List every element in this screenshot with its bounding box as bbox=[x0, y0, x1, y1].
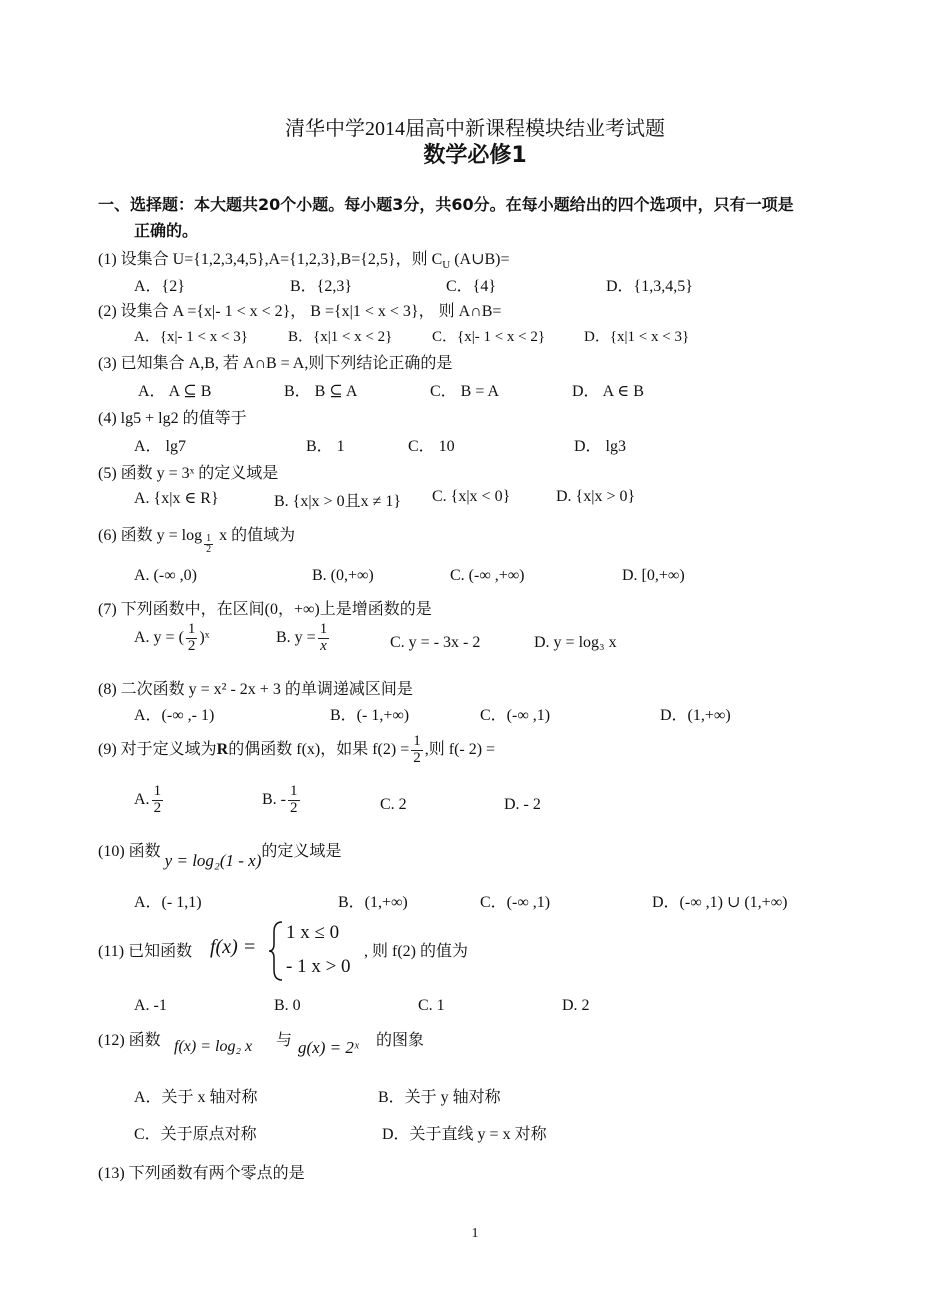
q6-tail: x 的值域为 bbox=[219, 527, 296, 544]
q1-option-b: B．{2,3} bbox=[290, 278, 353, 295]
q9-b-label: B. - bbox=[262, 790, 286, 808]
q1-sub: U bbox=[442, 259, 451, 272]
q7-a-den: 2 bbox=[187, 637, 196, 654]
q1-option-c: C．{4} bbox=[446, 278, 497, 295]
question-10 bbox=[98, 838, 342, 870]
question-5: (5) 函数 y = 3ˣ 的定义域是 bbox=[98, 465, 279, 482]
exam-subtitle: 数学必修1 bbox=[423, 143, 527, 168]
q9-option-c: C. 2 bbox=[380, 796, 407, 813]
q5-option-d: D. {x|x > 0} bbox=[556, 488, 636, 505]
q9-b-num: 1 bbox=[290, 783, 298, 799]
question-3: (3) 已知集合 A,B, 若 A∩B = A,则下列结论正确的是 bbox=[98, 355, 453, 372]
section-heading-cont: 正确的。 bbox=[134, 221, 199, 240]
q4-option-c: C． 10 bbox=[408, 438, 455, 455]
q7-b-frac bbox=[318, 622, 330, 655]
q12-option-b: B．关于 y 轴对称 bbox=[378, 1089, 501, 1106]
q1-tail: (A∪B)= bbox=[450, 251, 510, 268]
q12-f: f(x) = log₂ x bbox=[174, 1038, 253, 1055]
q9-a-label: A. bbox=[134, 790, 150, 808]
q6-base-den: 2 bbox=[206, 544, 212, 555]
q11-case-1: 1 x ≤ 0 bbox=[286, 922, 340, 943]
q7-a-frac bbox=[186, 622, 198, 655]
q6-base-num: 1 bbox=[206, 532, 212, 544]
q4-option-b: B． 1 bbox=[306, 438, 345, 455]
q9-b-den: 2 bbox=[290, 799, 298, 816]
q10-option-a: A．(- 1,1) bbox=[134, 894, 202, 911]
q6-option-c: C. (-∞ ,+∞) bbox=[450, 567, 525, 584]
q9-stem-a: (9) 对于定义域为 bbox=[98, 740, 217, 758]
q11-tail: , 则 f(2) 的值为 bbox=[364, 943, 468, 960]
q3-option-a: A． A ⊆ B bbox=[138, 383, 212, 400]
question-2: (2) 设集合 A ={x|- 1 < x < 2}， B ={x|1 < x < 3}， 则 A∩B= bbox=[98, 303, 502, 320]
q12-and: 与 bbox=[276, 1032, 293, 1049]
question-4: (4) lg5 + lg2 的值等于 bbox=[98, 410, 247, 427]
q9-den: 2 bbox=[413, 749, 421, 766]
q9-stem-b: 的偶函数 f(x)，如果 f(2) = bbox=[228, 740, 410, 758]
q9-stem-bold: R bbox=[216, 740, 229, 758]
q5-option-a: A. {x|x ∈ R} bbox=[134, 490, 219, 507]
section-heading: 一、选择题：本大题共20个小题。每小题3分，共60分。在每小题给出的四个选项中，只有一项是 bbox=[98, 195, 794, 214]
question-6 bbox=[98, 522, 295, 556]
q8-option-a: A．(-∞ ,- 1) bbox=[134, 707, 215, 724]
q4-option-a: A． lg7 bbox=[134, 438, 187, 455]
q7-a-post: )ˣ bbox=[199, 628, 210, 646]
q1-option-d: D．{1,3,4,5} bbox=[606, 278, 693, 295]
q2-option-d: D．{x|1 < x < 3} bbox=[584, 329, 690, 345]
q11-option-c: C. 1 bbox=[418, 997, 445, 1014]
q11-fx: f(x) = bbox=[210, 936, 257, 958]
q7-b-den: x bbox=[320, 637, 327, 654]
q2-option-c: C．{x|- 1 < x < 2} bbox=[432, 329, 546, 345]
q10-option-d: D．(-∞ ,1) ∪ (1,+∞) bbox=[652, 894, 788, 911]
q7-b-pre: B. y = bbox=[276, 628, 316, 646]
question-7: (7) 下列函数中，在区间(0，+∞)上是增函数的是 bbox=[98, 601, 432, 618]
q8-option-c: C．(-∞ ,1) bbox=[480, 707, 551, 724]
q11-case-2: - 1 x > 0 bbox=[286, 956, 351, 977]
q1-option-a: A．{2} bbox=[134, 278, 185, 295]
q12-option-d: D．关于直线 y = x 对称 bbox=[382, 1126, 547, 1143]
q9-option-a bbox=[134, 784, 165, 817]
q8-option-b: B．(- 1,+∞) bbox=[330, 707, 410, 724]
q1-stem: (1) 设集合 U={1,2,3,4,5},A={1,2,3},B={2,5}，则 C bbox=[98, 251, 443, 268]
q9-a-num: 1 bbox=[153, 783, 162, 799]
q9-stem-c: ,则 f(- 2) = bbox=[424, 740, 496, 758]
q7-option-d: D. y = log₃ x bbox=[534, 634, 617, 651]
q7-a-pre: A. y = ( bbox=[134, 628, 184, 646]
q2-option-a: A．{x|- 1 < x < 3} bbox=[134, 329, 248, 345]
q10-stem-c: 的定义域是 bbox=[261, 843, 342, 860]
question-8: (8) 二次函数 y = x² - 2x + 3 的单调递减区间是 bbox=[98, 681, 413, 698]
q7-option-b bbox=[276, 622, 331, 655]
q11-brace bbox=[268, 920, 284, 982]
q11-option-d: D. 2 bbox=[562, 997, 590, 1014]
exam-title: 清华中学2014届高中新课程模块结业考试题 bbox=[285, 118, 665, 140]
q10-option-b: B．(1,+∞) bbox=[338, 894, 408, 911]
q9-option-d: D. - 2 bbox=[504, 796, 541, 813]
q6-stem: (6) 函数 y = log bbox=[98, 527, 203, 544]
q8-option-d: D．(1,+∞) bbox=[660, 707, 731, 724]
q9-a-den: 2 bbox=[153, 799, 162, 816]
q12-g: g(x) = 2ˣ bbox=[298, 1038, 359, 1057]
q2-option-b: B．{x|1 < x < 2} bbox=[288, 329, 393, 345]
q11-option-b: B. 0 bbox=[274, 997, 301, 1014]
question-9 bbox=[98, 734, 495, 767]
question-12-label: (12) 函数 bbox=[98, 1032, 161, 1049]
q9-a-frac bbox=[152, 784, 164, 817]
q9-b-frac bbox=[288, 784, 300, 817]
q3-option-d: D． A ∈ B bbox=[572, 383, 644, 400]
question-11-label: (11) 已知函数 bbox=[98, 943, 193, 960]
q11-option-a: A. -1 bbox=[134, 997, 167, 1014]
q7-b-num: 1 bbox=[319, 621, 328, 637]
q12-tail: 的图象 bbox=[376, 1032, 425, 1049]
q5-option-b: B. {x|x > 0且x ≠ 1} bbox=[274, 493, 402, 510]
q7-option-c: C. y = - 3x - 2 bbox=[390, 634, 481, 651]
q10-stem-a: (10) 函数 bbox=[98, 843, 161, 860]
q3-option-c: C． B = A bbox=[430, 383, 500, 400]
question-13: (13) 下列函数有两个零点的是 bbox=[98, 1165, 305, 1182]
q6-option-b: B. (0,+∞) bbox=[312, 567, 374, 584]
q9-num: 1 bbox=[413, 733, 421, 749]
q9-stem-frac bbox=[411, 734, 423, 767]
q6-option-d: D. [0,+∞) bbox=[622, 567, 685, 584]
q4-option-d: D． lg3 bbox=[574, 438, 627, 455]
q10-option-c: C．(-∞ ,1) bbox=[480, 894, 551, 911]
q10-formula: y = log₂(1 - x) bbox=[164, 851, 262, 870]
q12-option-a: A．关于 x 轴对称 bbox=[134, 1089, 258, 1106]
q9-option-b bbox=[262, 784, 302, 817]
q6-option-a: A. (-∞ ,0) bbox=[134, 567, 197, 584]
q7-a-num: 1 bbox=[187, 621, 196, 637]
q6-log-base bbox=[204, 534, 213, 556]
q7-option-a bbox=[134, 622, 209, 655]
question-1 bbox=[98, 246, 510, 271]
q12-option-c: C．关于原点对称 bbox=[134, 1126, 257, 1143]
page-number: 1 bbox=[471, 1226, 479, 1241]
q3-option-b: B． B ⊆ A bbox=[284, 383, 358, 400]
q5-option-c: C. {x|x < 0} bbox=[432, 488, 511, 505]
